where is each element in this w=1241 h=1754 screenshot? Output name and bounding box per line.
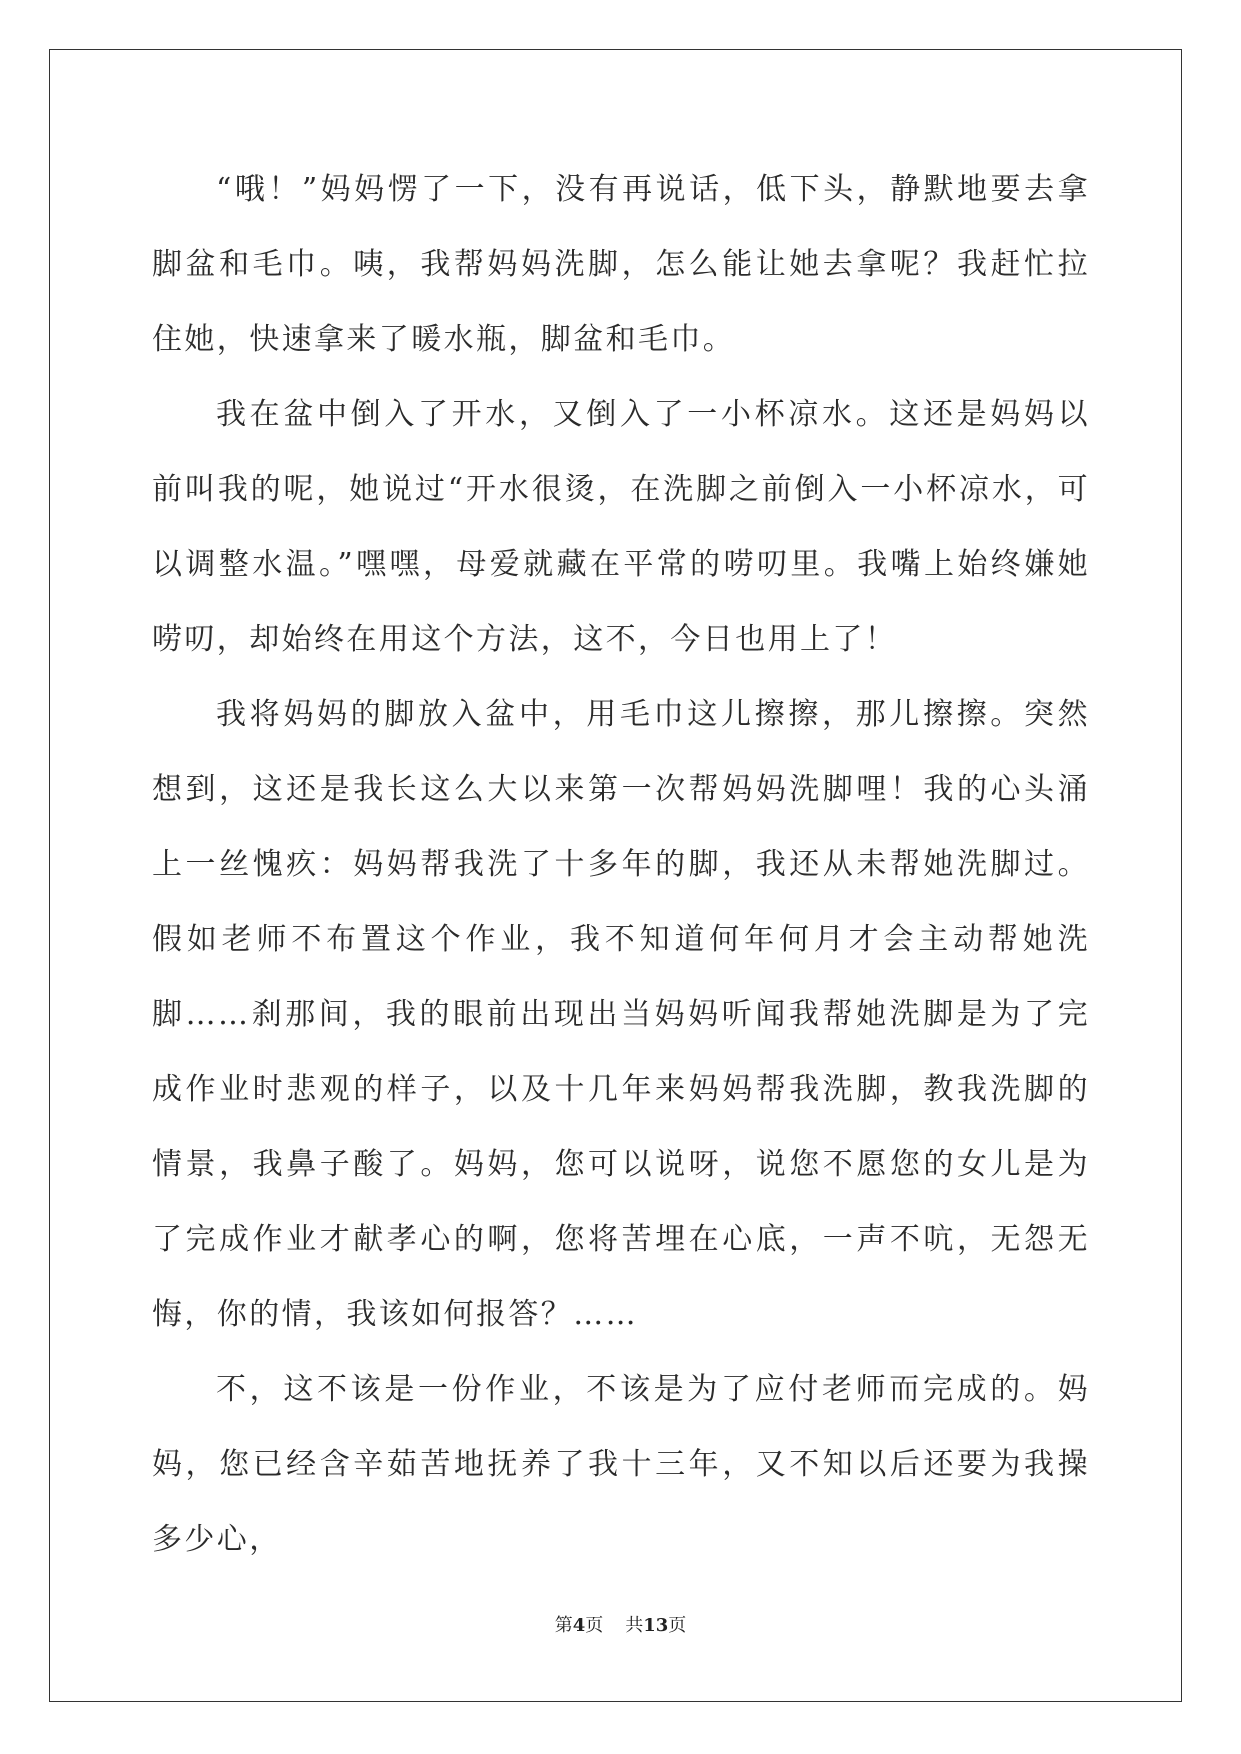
document-body — [152, 152, 1090, 1577]
paragraph-2: 我在盆中倒入了开水，又倒入了一小杯凉水。这还是妈妈以前叫我的呢，她说过“开水很烫，在洗脚之前倒入一小杯凉水，可以调整水温。”嘿嘿，母爱就藏在平常的唠叨里。我嘴上始终嫌她唠叨，却始终在用这个方法，这不，今日也用上了！ — [152, 397, 1090, 657]
paragraph-1: “哦！”妈妈愣了一下，没有再说话，低下头，静默地要去拿脚盆和毛巾。咦，我帮妈妈洗脚，怎么能让她去拿呢？我赶忙拉住她，快速拿来了暖水瓶，脚盆和毛巾。 — [152, 172, 1090, 357]
total-suffix: 页 — [668, 1615, 687, 1636]
paragraph-4: 不，这不该是一份作业，不该是为了应付老师而完成的。妈妈，您已经含辛茹苦地抚养了我十三年，又不知以后还要为我操多少心， — [152, 1372, 1090, 1557]
total-prefix: 共 — [625, 1615, 644, 1636]
paragraph-3: 我将妈妈的脚放入盆中，用毛巾这儿擦擦，那儿擦擦。突然想到，这还是我长这么大以来第一次帮妈妈洗脚哩！我的心头涌上一丝愧疚：妈妈帮我洗了十多年的脚，我还从未帮她洗脚过。假如老师不布置这个作业，我不知道何年何月才会主动帮她洗脚……刹那间，我的眼前出现出当妈妈听闻我帮她洗脚是为了完成作业时悲观的样子，以及十几年来妈妈帮我洗脚，教我洗脚的情景，我鼻子酸了。妈妈，您可以说呀，说您不愿您的女儿是为了完成作业才献孝心的啊，您将苦埋在心底，一声不吭，无怨无悔，你的情，我该如何报答？…… — [152, 697, 1090, 1332]
current-page-number: 4 — [572, 1615, 586, 1636]
page-prefix: 第 — [554, 1615, 573, 1636]
page-suffix: 页 — [585, 1615, 604, 1636]
total-page-count: 13 — [643, 1615, 669, 1636]
page-footer — [0, 1611, 1241, 1641]
